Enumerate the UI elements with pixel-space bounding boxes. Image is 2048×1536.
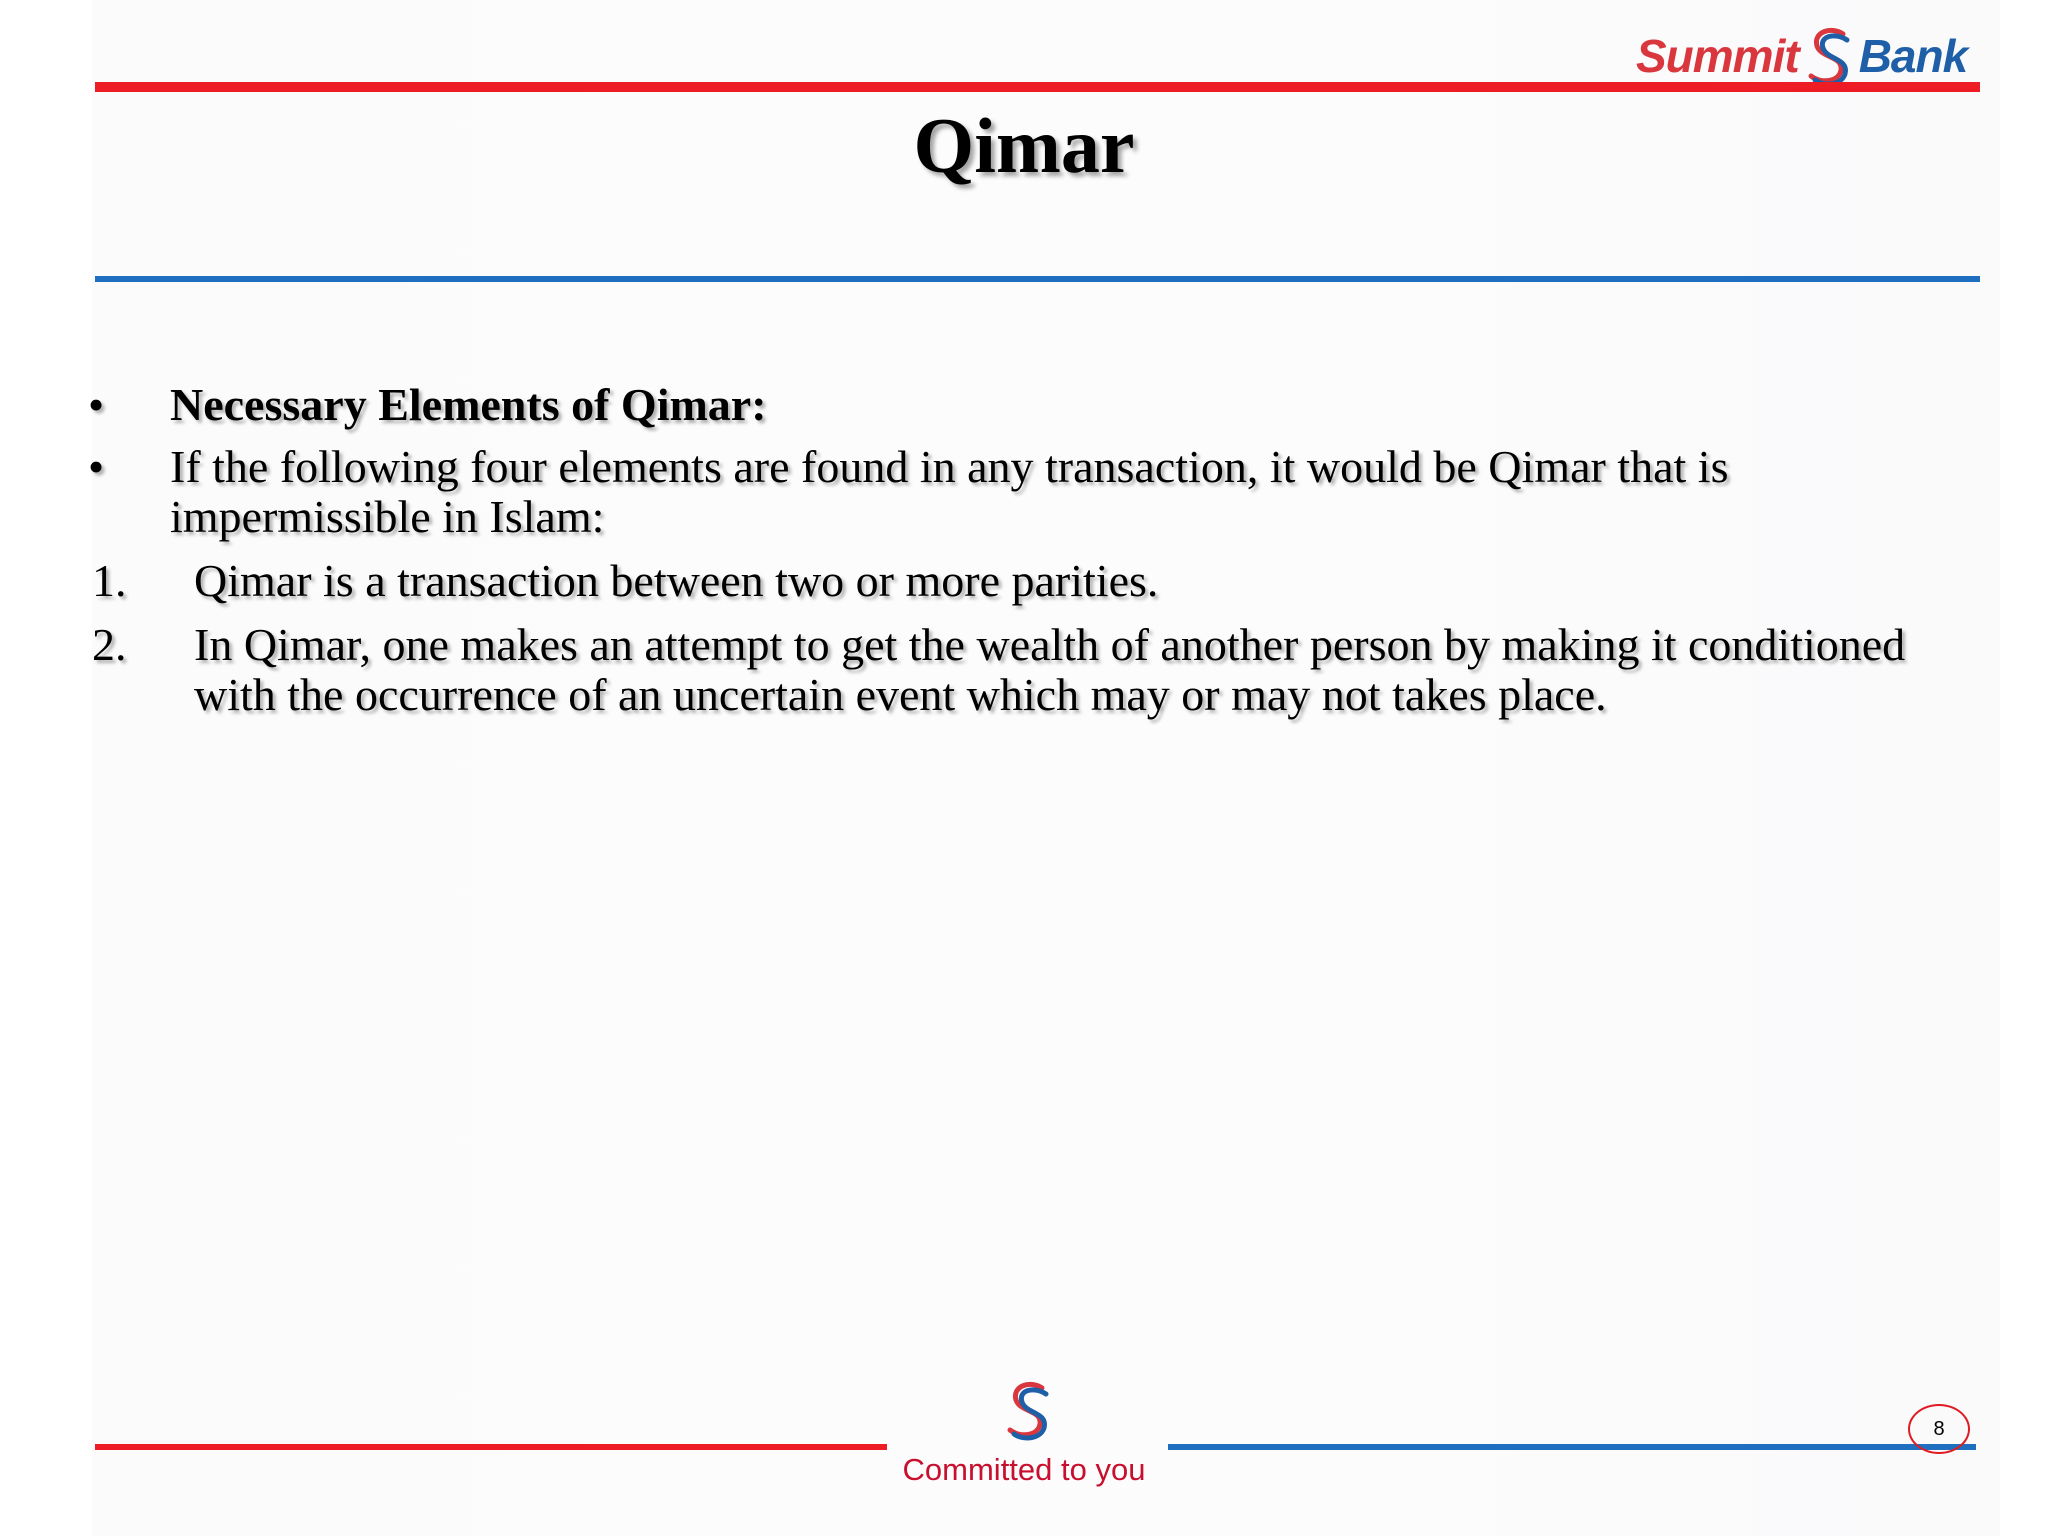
footer-blue-rule <box>1168 1444 1976 1450</box>
header-red-rule <box>95 82 1980 92</box>
footer-red-rule <box>95 1444 887 1450</box>
number-marker: 2. <box>92 619 127 670</box>
numbered-item <box>0 556 2048 606</box>
bullet-item <box>0 442 2048 542</box>
numbered-item <box>0 620 2048 720</box>
bullet-item <box>0 380 2048 430</box>
logo-word-summit: Summit <box>1636 30 1799 82</box>
number-marker: 1. <box>92 555 127 606</box>
bullet-heading-text: Necessary Elements of Qimar: <box>170 379 767 430</box>
numbered-text: Qimar is a transaction between two or more parities. <box>194 555 1159 606</box>
bullet-marker: • <box>88 441 105 492</box>
bullet-marker: • <box>88 379 105 430</box>
footer-tagline: Committed to you <box>902 1452 1146 1487</box>
s-logo-icon <box>1803 24 1855 88</box>
numbered-text: In Qimar, one makes an attempt to get the wealth of another person by making it conditioned with the occurrence of an uncertain event which may or may not takes place. <box>194 619 1906 720</box>
slide-content <box>0 380 2048 720</box>
summit-bank-logo <box>1636 24 1986 88</box>
page-number-badge <box>1908 1404 1970 1454</box>
bullet-text: If the following four elements are found in any transaction, it would be Qimar that is impermissible in Islam: <box>170 441 1729 542</box>
footer-s-logo-icon <box>1000 1378 1056 1444</box>
slide-background <box>92 0 2000 1536</box>
logo-word-bank: Bank <box>1858 30 1968 82</box>
title-blue-rule <box>95 276 1980 282</box>
slide-title: Qimar <box>913 102 1135 189</box>
page-number: 8 <box>1933 1417 1945 1440</box>
